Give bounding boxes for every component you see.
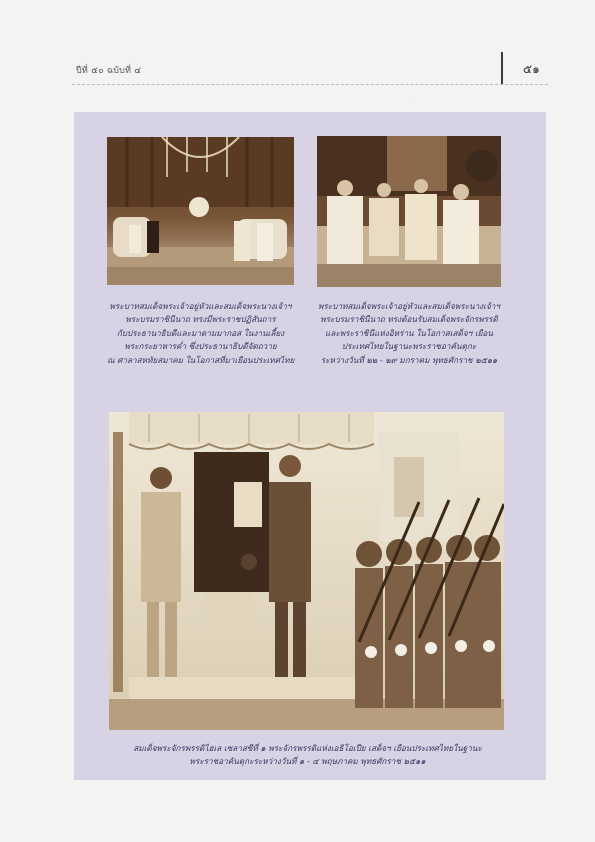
caption-line: พระบรมราชินีนาถ ทรงต้อนรับสมเด็จพระจักรพรรดิ	[320, 314, 498, 325]
caption-top-left	[107, 300, 294, 367]
caption-bottom	[100, 742, 515, 769]
photo-reception-hall	[107, 137, 294, 285]
caption-top-right	[312, 300, 506, 367]
caption-line: ประเทศไทยในฐานะพระราชอาคันตุกะ	[341, 341, 477, 352]
header-divider	[501, 52, 503, 84]
photo-formal-seating	[317, 136, 501, 287]
photo-military-parade	[109, 412, 504, 730]
caption-line: พระบาทสมเด็จพระเจ้าอยู่หัวและสมเด็จพระนางเจ้าฯ	[318, 301, 500, 311]
page-number: ๕๑	[523, 62, 540, 76]
caption-line: ณ ศาลาสหทัยสมาคม ในโอกาสที่มาเยือนประเทศไทย	[107, 354, 295, 365]
caption-line: พระบาทสมเด็จพระเจ้าอยู่หัวและสมเด็จพระนางเจ้าฯ	[109, 301, 292, 311]
caption-line: ระหว่างวันที่ ๒๒ - ๒๙ มกราคม พุทธศักราช ๒๕๑๑	[320, 354, 498, 365]
issue-label: ปีที่ ๕๐ ฉบับที่ ๔	[76, 66, 142, 76]
header-rule	[72, 84, 548, 85]
caption-line: พระกระยาหารค่ำ ซึ่งประธานาธิบดีจัดถวาย	[124, 341, 277, 352]
caption-line: พระราชอาคันตุกะระหว่างวันที่ ๑ - ๔ พฤษภาคม พุทธศักราช ๒๕๑๑	[189, 756, 426, 767]
caption-line: พระบรมราชินีนาถ ทรงมีพระราชปฏิสันถาร	[125, 314, 276, 325]
caption-line: กับประธานาธิบดีและมาดามมากอส ในงานเลี้ยง	[116, 327, 285, 338]
caption-line: และพระราชินีแห่งอิหร่าน ในโอกาสเสด็จฯ เยือน	[325, 327, 493, 338]
scan-mark: ·	[409, 97, 411, 103]
caption-line: สมเด็จพระจักรพรรดิไฮเล เซลาสซีที่ ๑ พระจักรพรรดิแห่งเอธิโอเปีย เสด็จฯ เยือนประเทศไทยในฐานะ	[133, 743, 482, 753]
